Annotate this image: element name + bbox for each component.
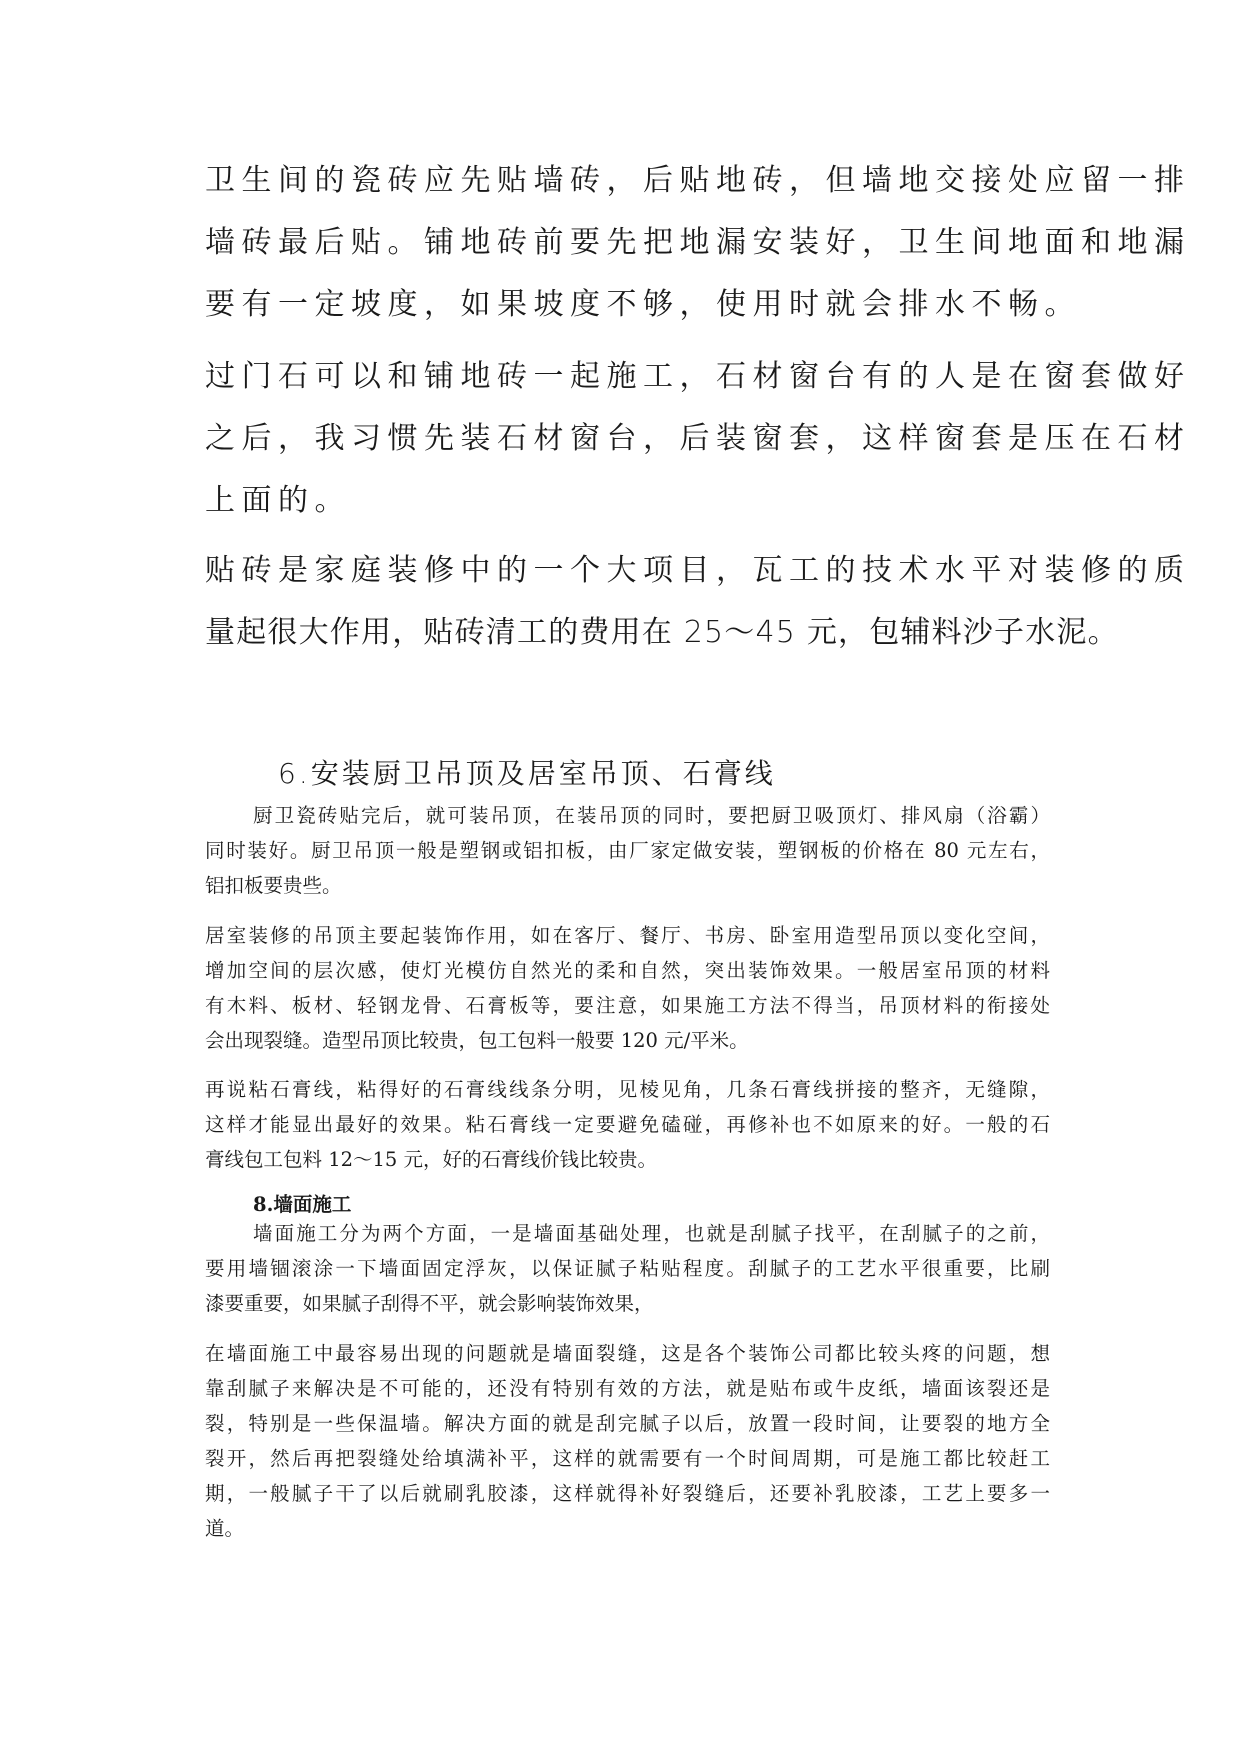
text-line: 要用墙锢滚涂一下墙面固定浮灰，以保证腻子粘贴程度。刮腻子的工艺水平很重要，比刷 [205, 1257, 1050, 1280]
text-line: 膏线包工包料 12～15 元，好的石膏线价钱比较贵。 [205, 1148, 658, 1171]
subheading-wall-construction: 8.墙面施工 [253, 1193, 352, 1216]
text-line: 靠刮腻子来解决是不可能的，还没有特别有效的方法，就是贴布或牛皮纸，墙面该裂还是 [205, 1377, 1050, 1400]
text-line: 量起很大作用，贴砖清工的费用在 25～45 元，包辅料沙子水泥。 [205, 615, 1119, 650]
paragraph-bathroom-tiles [205, 150, 1191, 336]
text-line: 上面的。 [205, 483, 351, 518]
text-line: 之后，我习惯先装石材窗台，后装窗套，这样窗套是压在石材 [205, 421, 1191, 456]
text-line: 过门石可以和铺地砖一起施工，石材窗台有的人是在窗套做好 [205, 359, 1191, 394]
text-line: 会出现裂缝。造型吊顶比较贵，包工包料一般要 120 元/平米。 [205, 1029, 749, 1052]
paragraph-wall-putty [205, 1216, 1050, 1321]
text-line: 再说粘石膏线，粘得好的石膏线线条分明，见棱见角，几条石膏线拼接的整齐，无缝隙， [205, 1078, 1050, 1101]
text-line: 墙砖最后贴。铺地砖前要先把地漏安装好，卫生间地面和地漏 [205, 225, 1191, 260]
paragraph-kitchen-ceiling [205, 798, 1050, 903]
text-line: 期，一般腻子干了以后就刷乳胶漆，这样就得补好裂缝后，还要补乳胶漆，工艺上要多一 [205, 1482, 1050, 1505]
text-line: 漆要重要，如果腻子刮得不平，就会影响装饰效果， [205, 1292, 654, 1315]
text-line: 在墙面施工中最容易出现的问题就是墙面裂缝，这是各个装饰公司都比较头疼的问题，想 [205, 1342, 1050, 1365]
text-line: 有木料、板材、轻钢龙骨、石膏板等，要注意，如果施工方法不得当，吊顶材料的衔接处 [205, 994, 1050, 1017]
text-line: 增加空间的层次感，使灯光模仿自然光的柔和自然，突出装饰效果。一般居室吊顶的材料 [205, 959, 1050, 982]
paragraph-plaster-line [205, 1072, 1050, 1177]
text-line: 同时装好。厨卫吊顶一般是塑钢或铝扣板，由厂家定做安装，塑钢板的价格在 80 元左右， [205, 839, 1050, 862]
paragraph-threshold-stone [205, 346, 1191, 532]
text-line: 厨卫瓷砖贴完后，就可装吊顶，在装吊顶的同时，要把厨卫吸顶灯、排风扇（浴霸） [253, 804, 1050, 827]
text-line: 道。 [205, 1517, 245, 1540]
paragraph-room-ceiling [205, 918, 1050, 1058]
text-line: 裂，特别是一些保温墙。解决方面的就是刮完腻子以后，放置一段时间，让要裂的地方全 [205, 1412, 1050, 1435]
text-line: 墙面施工分为两个方面，一是墙面基础处理，也就是刮腻子找平，在刮腻子的之前， [253, 1222, 1050, 1245]
text-line: 铝扣板要贵些。 [205, 874, 342, 897]
paragraph-tiling-cost [205, 540, 1191, 664]
text-line: 要有一定坡度，如果坡度不够，使用时就会排水不畅。 [205, 287, 1081, 322]
text-line: 这样才能显出最好的效果。粘石膏线一定要避免磕碰，再修补也不如原来的好。一般的石 [205, 1113, 1050, 1136]
section-heading: 6.安装厨卫吊顶及居室吊顶、石膏线 [278, 757, 776, 790]
text-line: 裂开，然后再把裂缝处给填满补平，这样的就需要有一个时间周期，可是施工都比较赶工 [205, 1447, 1050, 1470]
paragraph-wall-cracks [205, 1336, 1050, 1546]
text-line: 居室装修的吊顶主要起装饰作用，如在客厅、餐厅、书房、卧室用造型吊顶以变化空间， [205, 924, 1050, 947]
text-line: 卫生间的瓷砖应先贴墙砖，后贴地砖，但墙地交接处应留一排 [205, 163, 1191, 198]
text-line: 贴砖是家庭装修中的一个大项目，瓦工的技术水平对装修的质 [205, 553, 1191, 588]
